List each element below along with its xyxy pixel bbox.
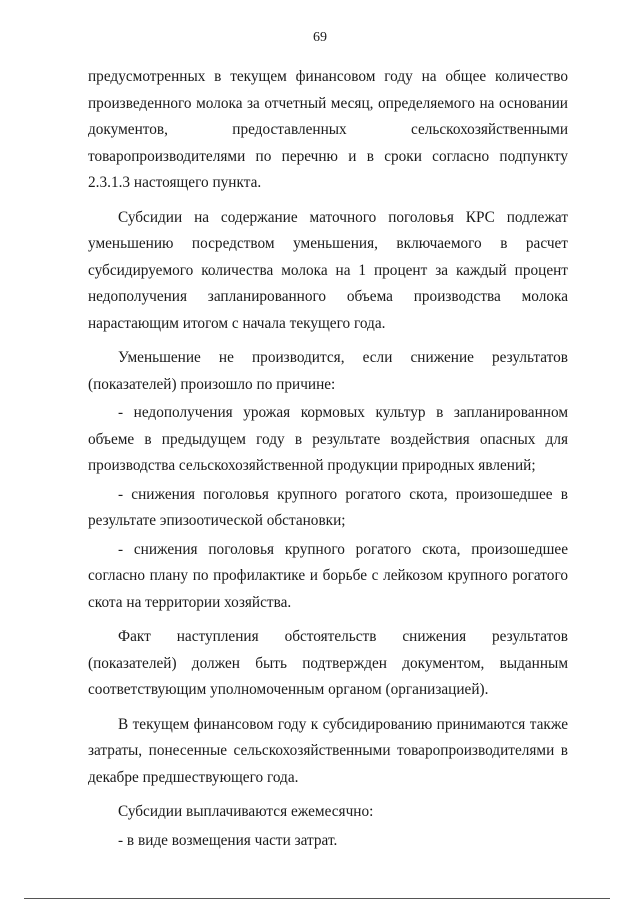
list-item-epizootic: - снижения поголовья крупного рогатого скота, произошедшее в результате эпизоотической обстановки; [88, 485, 568, 529]
paragraph-monthly-payment: Субсидии выплачиваются ежемесячно: [118, 803, 374, 820]
paragraph-previous-year-costs: В текущем финансовом году к субсидированию принимаются также затраты, понесенные сельскохозяйственными товаропроизводителями в декабре предшествующего года. [88, 715, 568, 786]
paragraph-confirmation: Факт наступления обстоятельств снижения результатов (показателей) должен быть подтвержден документом, выданным соответствующим уполномоченным органом (организацией). [88, 628, 568, 698]
document-body [88, 64, 568, 856]
paragraph-continuation: предусмотренных в текущем финансовом году на общее количество произведенного молока за отчетный месяц, определяемого на основании документов, предоставленных сельскохозяйственными товаропроизводителями по перечню и в сроки согласно подпункту 2.3.1.3 настоящего пункта. [88, 68, 568, 191]
paragraph-subsidy-reduction: Субсидии на содержание маточного поголовья КРС подлежат уменьшению посредством уменьшения, включаемого в расчет субсидируемого количества молока на 1 процент за каждый процент недополучения запланированного объема производства молока нарастающим итогом с начала текущего года. [88, 208, 568, 332]
paragraph-no-reduction: Уменьшение не производится, если снижение результатов (показателей) произошло по причине: [88, 349, 568, 393]
list-item-leukosis-plan: - снижения поголовья крупного рогатого скота, произошедшее согласно плану по профилактике и борьбе с лейкозом крупного рогатого скота на территории хозяйства. [88, 540, 568, 611]
list-item-crop-shortfall: - недополучения урожая кормовых культур в запланированном объеме в предыдущем году в результате воздействия опасных для производства сельскохозяйственной продукции природных явлений; [88, 404, 568, 474]
list-item-cost-reimbursement: - в виде возмещения части затрат. [118, 831, 338, 849]
footer-rule [24, 898, 610, 899]
page-number: 69 [313, 30, 327, 45]
